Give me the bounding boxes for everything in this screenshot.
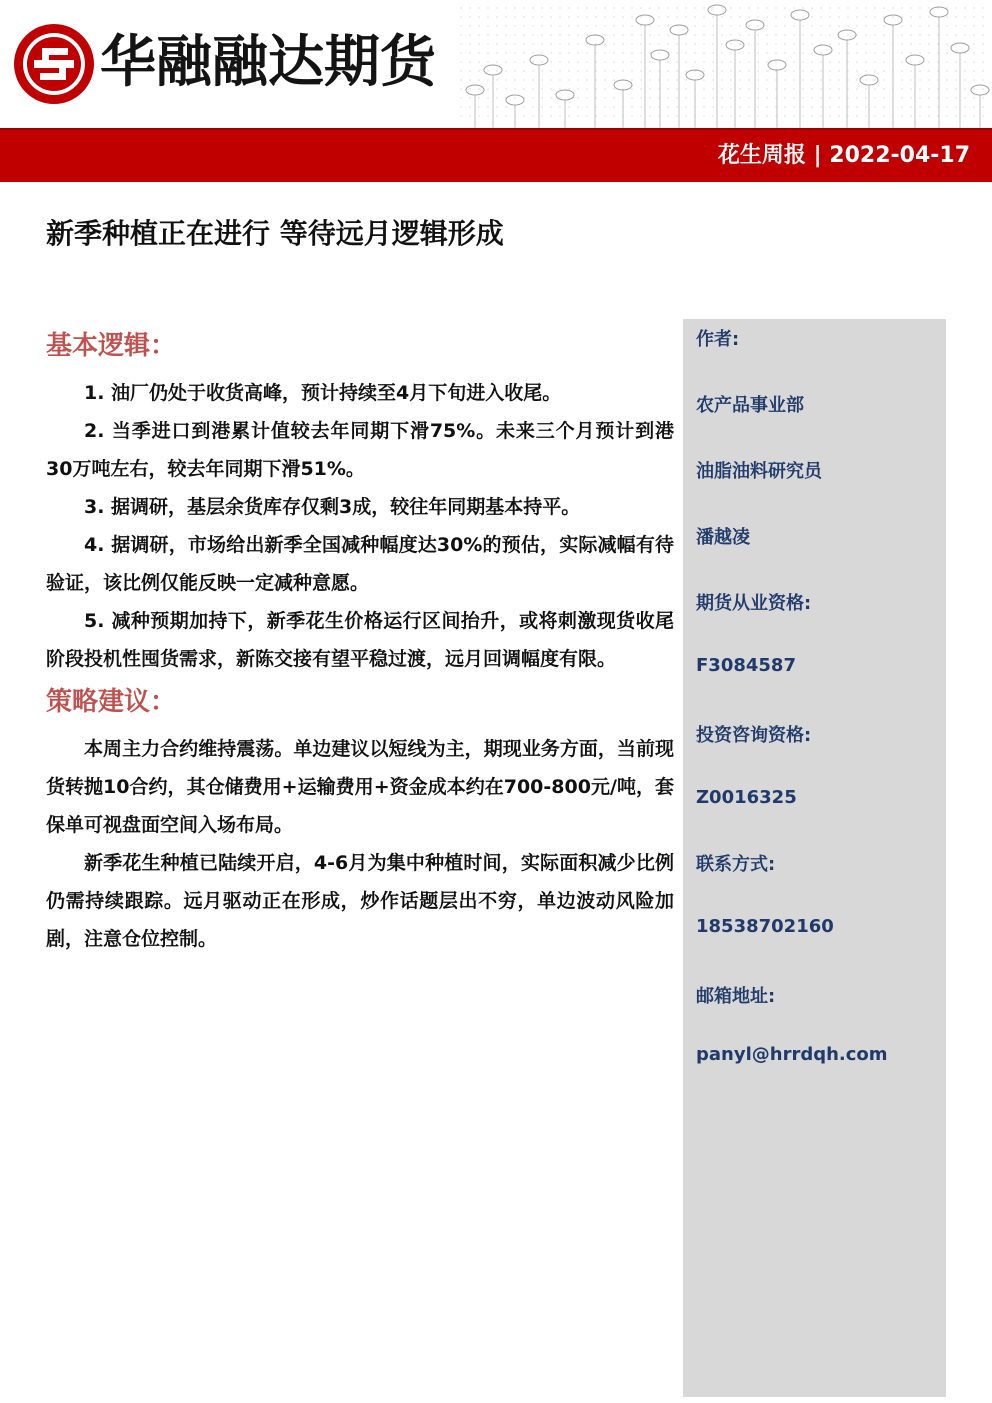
paragraph: 4. 据调研，市场给出新季全国减种幅度达30%的预估，实际减幅有待验证，该比例仅能反映一定减种意愿。: [46, 534, 674, 594]
paragraph: 新季花生种植已陆续开启，4-6月为集中种植时间，实际面积减少比例仍需持续跟踪。远月驱动正在形成，炒作话题层出不穷，单边波动风险加剧，注意仓位控制。: [46, 852, 674, 950]
paragraph: 5. 减种预期加持下，新季花生价格运行区间抬升，或将刺激现货收尾阶段投机性囤货需求，新陈交接有望平稳过渡，远月回调幅度有限。: [46, 610, 674, 670]
department: 农产品事业部: [696, 395, 804, 416]
phone-number: 18538702160: [696, 916, 834, 937]
author-sidebar: [683, 319, 946, 1397]
company-name: 华融融达期货: [100, 29, 436, 95]
decorative-pattern: [455, 0, 992, 128]
paragraph: 1. 油厂仍处于收货高峰，预计持续至4月下旬进入收尾。: [84, 382, 562, 404]
page-title: 新季种植正在进行 等待远月逻辑形成: [46, 217, 504, 250]
section-heading: 策略建议：: [46, 687, 177, 717]
contact-label: 联系方式:: [696, 854, 776, 875]
paragraph: 3. 据调研，基层余货库存仅剩3成，较往年同期基本持平。: [84, 496, 581, 518]
report-body: [46, 324, 674, 958]
email-label: 邮箱地址:: [696, 986, 776, 1007]
section-heading: 基本逻辑：: [46, 331, 177, 361]
author-label: 作者:: [696, 329, 740, 350]
paragraph: 2. 当季进口到港累计值较去年同期下滑75%。未来三个月预计到港30万吨左右，较去年同期下滑51%。: [46, 420, 674, 480]
author-name: 潘越凌: [696, 527, 750, 548]
futures-qual-number: F3084587: [696, 655, 796, 676]
invest-qual-label: 投资咨询资格:: [696, 725, 812, 746]
futures-qual-label: 期货从业资格:: [696, 593, 812, 614]
paragraph: 本周主力合约维持震荡。单边建议以短线为主，期现业务方面，当前现货转抛10合约，其仓储费用+运输费用+资金成本约在700-800元/吨，套保单可视盘面空间入场布局。: [46, 738, 674, 836]
company-logo-icon: [12, 22, 96, 106]
strategy-section: [46, 680, 674, 958]
email-address[interactable]: panyl@hrrdqh.com: [696, 1044, 888, 1065]
report-type-date: 花生周报 | 2022-04-17: [717, 143, 970, 168]
invest-qual-number: Z0016325: [696, 787, 797, 808]
author-role: 油脂油料研究员: [696, 461, 822, 482]
basic-logic-section: [46, 324, 674, 678]
report-header: [0, 0, 992, 182]
